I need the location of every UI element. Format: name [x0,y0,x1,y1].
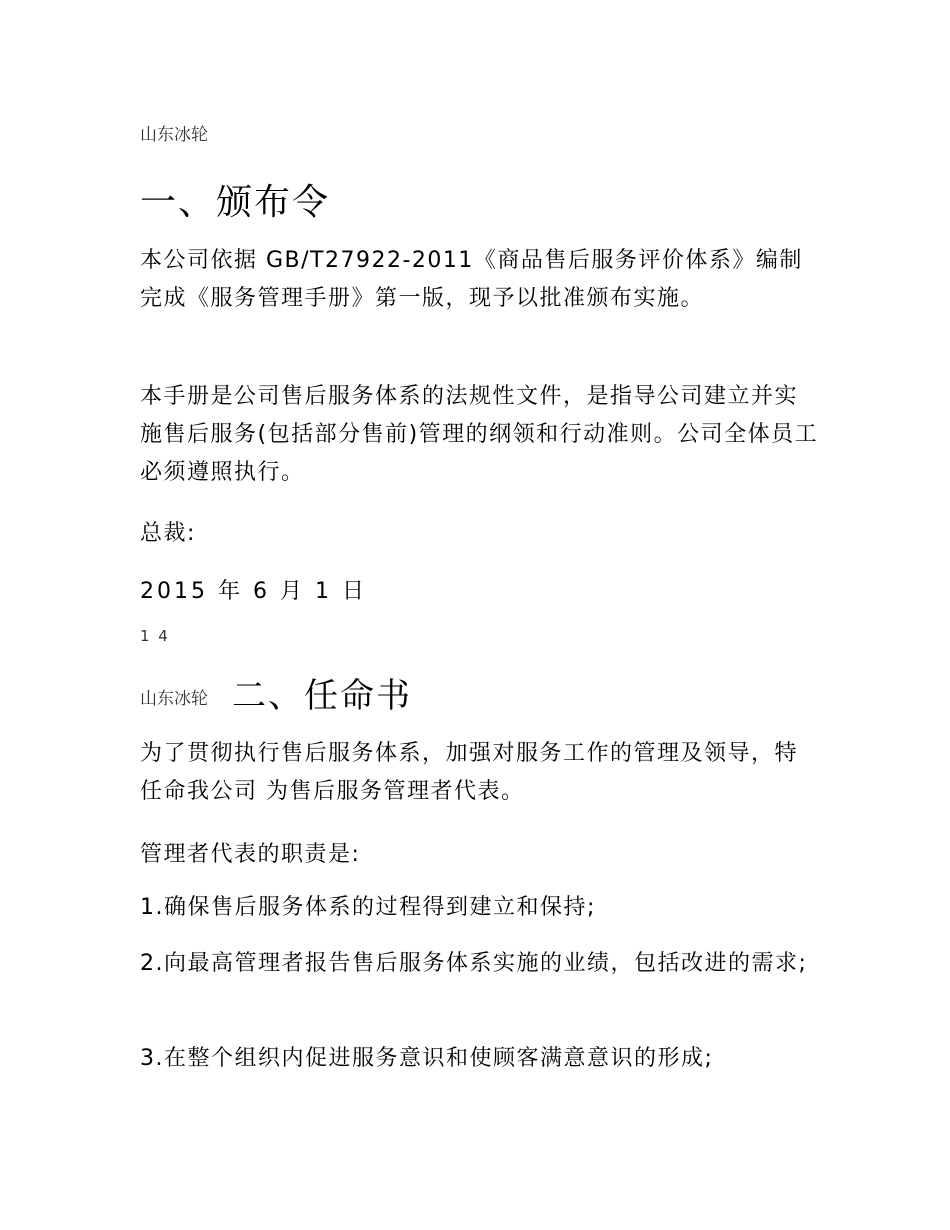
section-title-promulgation: 一、颁布令 [140,182,331,223]
duty-item-1: 1.确保售后服务体系的过程得到建立和保持; [140,895,596,920]
duty-item-2: 2.向最高管理者报告售后服务体系实施的业绩，包括改进的需求; [140,951,808,976]
issue-date: 2015 年 6 月 1 日 [140,579,367,604]
promulgation-paragraph-2: 本手册是公司售后服务体系的法规性文件，是指导公司建立并实施售后服务(包括部分售前)管理的纲领和行动准则。公司全体员工必须遵照执行。 [140,384,819,485]
duty-item-3: 3.在整个组织内促进服务意识和使顾客满意意识的形成; [140,1046,714,1071]
page-number: 1 4 [140,627,170,645]
signer-label: 总裁: [140,521,196,546]
company-header-2: 山东冰轮 [140,689,208,709]
company-header: 山东冰轮 [140,125,208,145]
duties-label: 管理者代表的职责是: [140,842,361,867]
section-title-appointment: 二、任命书 [232,676,412,716]
appointment-intro: 为了贯彻执行售后服务体系，加强对服务工作的管理及领导，特任命我公司 为售后服务管理者代表。 [140,741,799,804]
promulgation-paragraph-1: 本公司依据 GB/T27922-2011《商品售后服务评价体系》编制完成《服务管理手册》第一版，现予以批准颁布实施。 [140,248,803,311]
